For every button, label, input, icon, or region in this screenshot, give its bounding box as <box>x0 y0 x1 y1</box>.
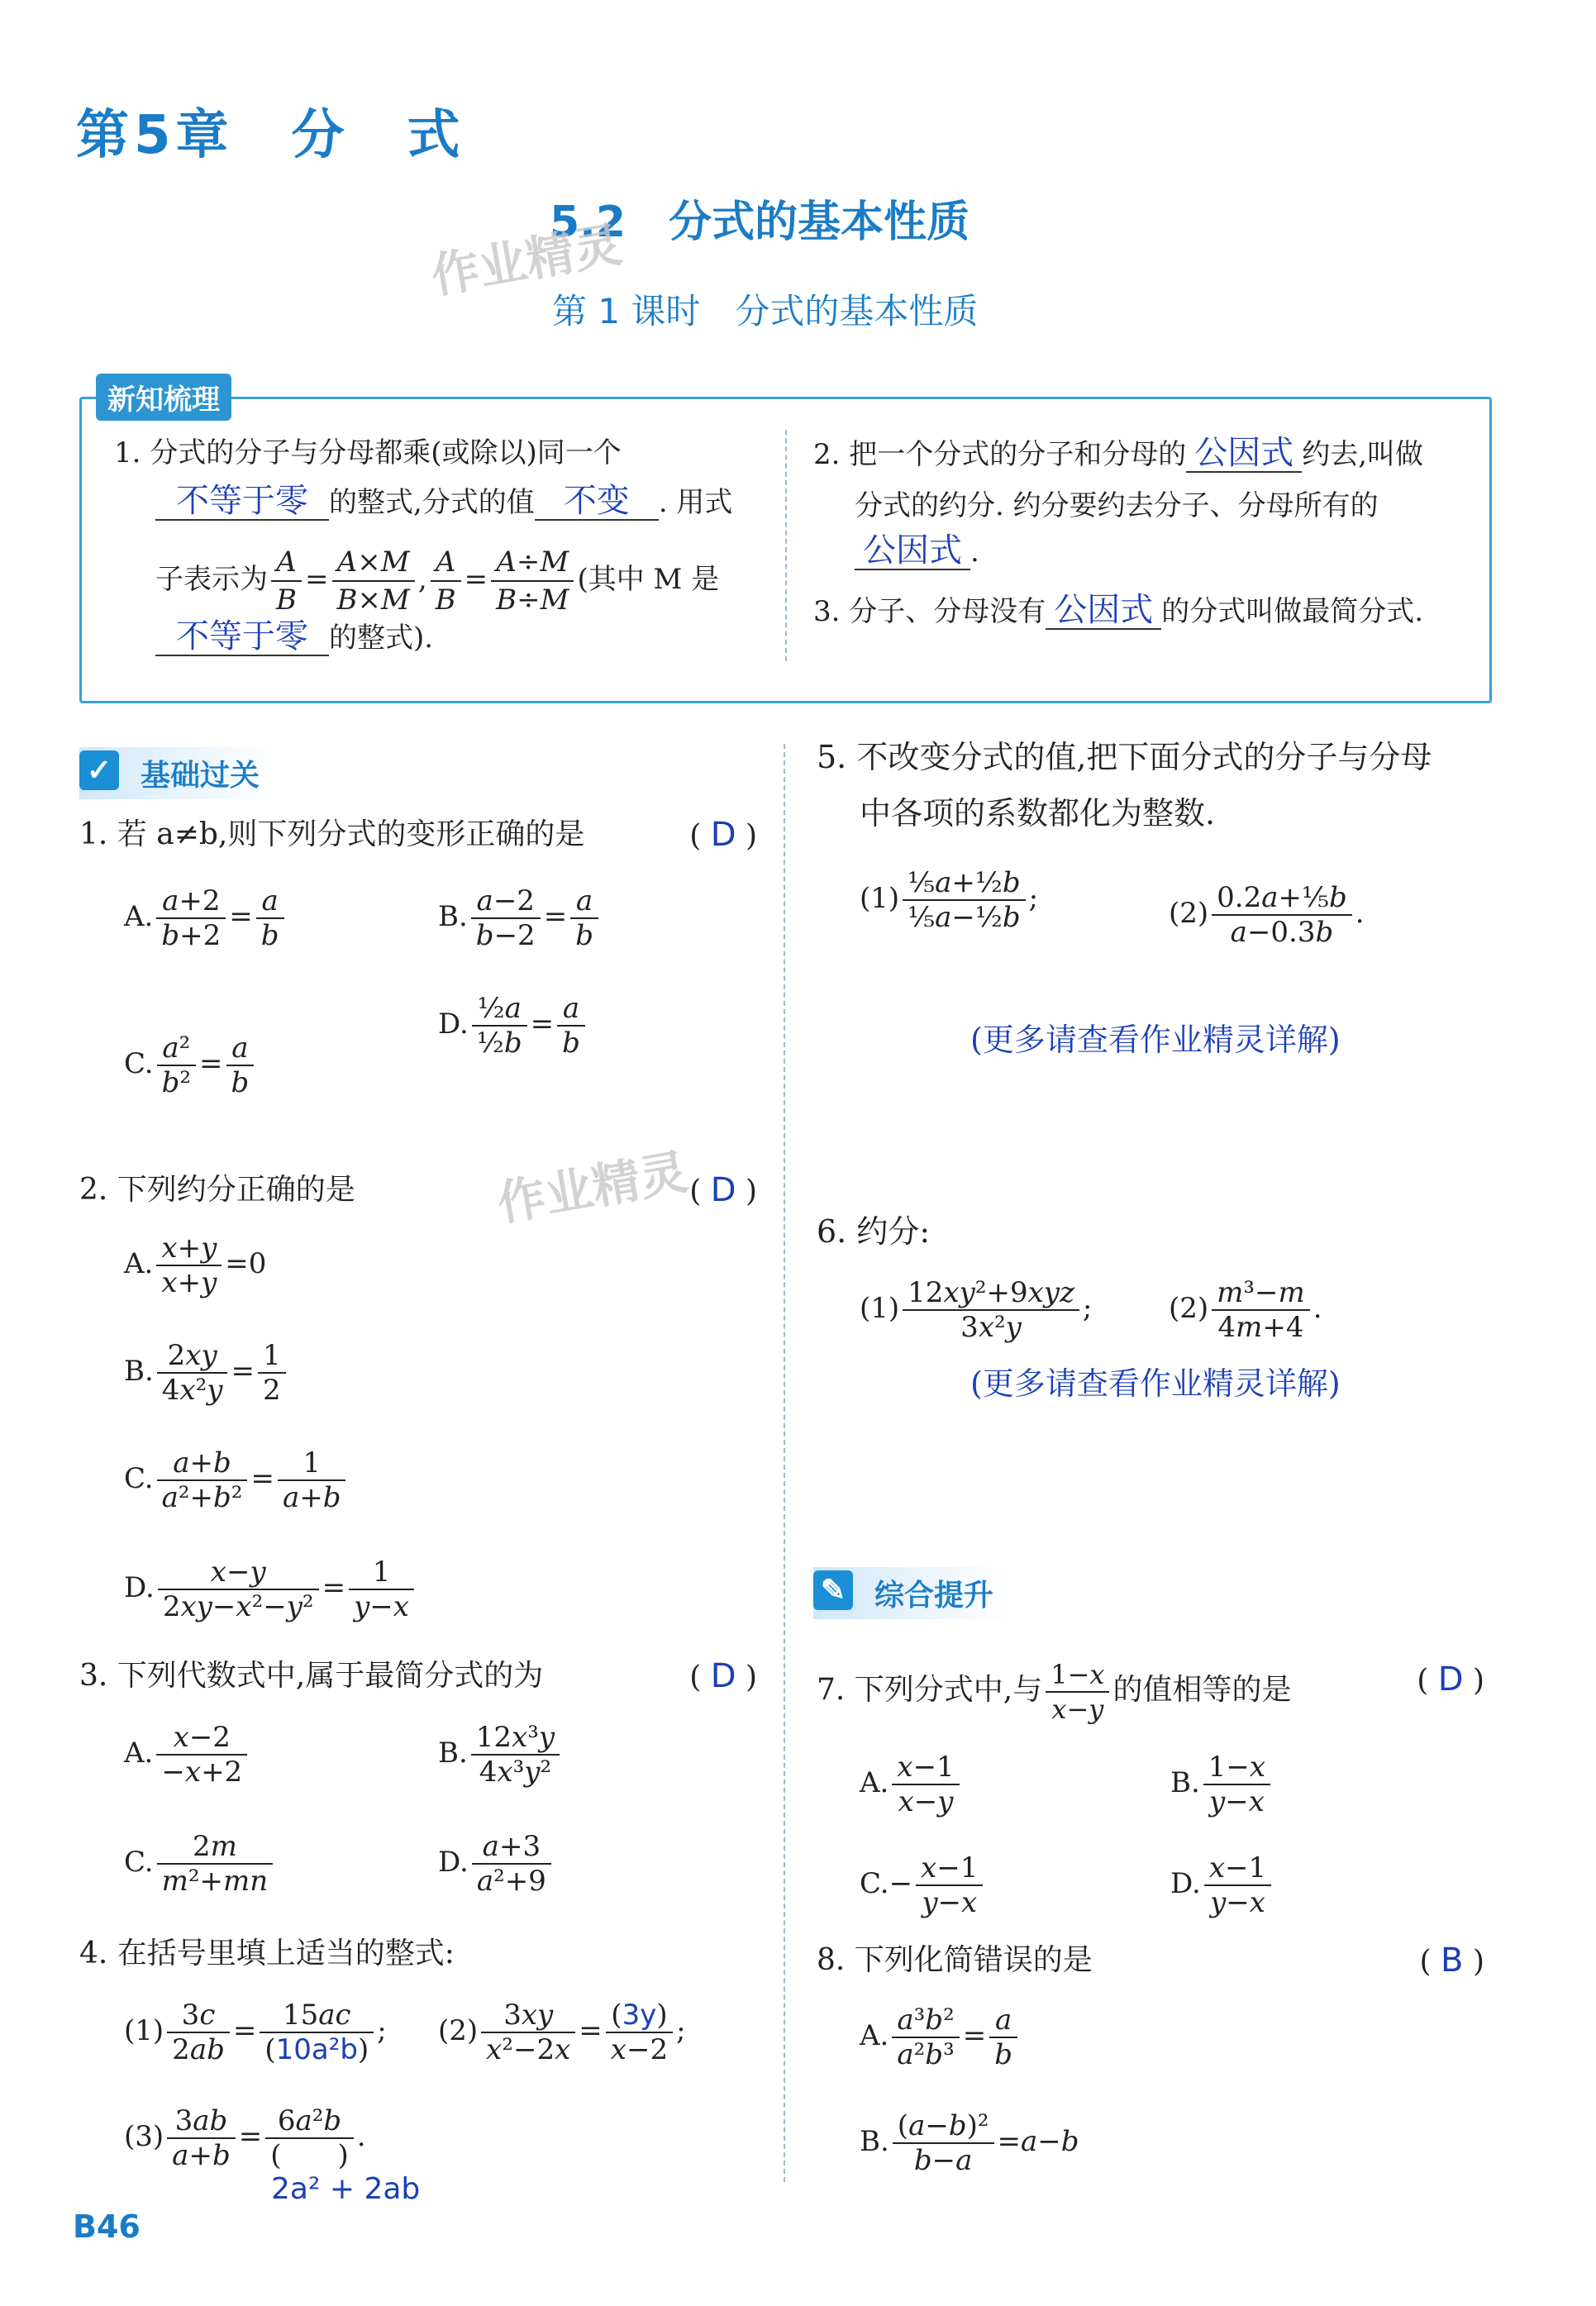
checkbox-icon: ✓ <box>79 750 119 790</box>
question-2: 2. 下列约分正确的是 ( D ) <box>79 1171 757 1209</box>
q6-part-1: (1) $\frac{\text{12xy²+9xyz}}{\text{3x²y}}$ ; <box>860 1276 1093 1344</box>
q5-part-1: (1) $\frac{\text{⅕a+½b}}{\text{⅕a−½b}}$ ; <box>860 866 1039 934</box>
q3-option-a: A. $\frac{x-2}{-x+2}$ <box>124 1721 250 1789</box>
q7-option-b: B. $\frac{1-x}{y-x}$ <box>1170 1751 1274 1818</box>
question-5-line1: 5. 不改变分式的值,把下面分式的分子与分母 <box>817 739 1432 775</box>
q2-option-b: B. $\frac{2xy}{\text{4x²y}}$ = $\frac{1}{2}$ <box>124 1339 289 1407</box>
question-5-line2: 中各项的系数都化为整数. <box>860 795 1216 831</box>
section-title: 5.2 分式的基本性质 <box>550 198 970 247</box>
chapter-title: 第5章 分 式 <box>76 105 465 166</box>
q1-option-b: B. $\frac{a-2}{b-2}$ = $\frac{a}{b}$ <box>438 884 602 952</box>
section-header-advanced: ✎ 综合提升 <box>813 1567 1010 1619</box>
box-divider <box>785 430 787 661</box>
kb-item1-line3: 子表示为 $\frac{A}{B}$ = $\frac{A\times M}{B\times M}$ , $\frac{A}{B}$ = $\frac{A\div M}{B\div M}$ (其中 M 是 <box>155 546 720 617</box>
question-3: 3. 下列代数式中,属于最简分式的为 ( D ) <box>79 1657 757 1695</box>
question-6: 6. 约分: <box>817 1213 931 1250</box>
q7-option-c: C.− $\frac{x-1}{y-x}$ <box>860 1851 986 1919</box>
question-1: 1. 若 a≠b,则下列分式的变形正确的是 ( D ) <box>79 816 757 854</box>
kb-item1-line4: 不等于零 的整式). <box>155 620 433 656</box>
q7-option-d: D. $\frac{x-1}{y-x}$ <box>1170 1851 1274 1919</box>
watermark: 作业精灵 <box>426 216 626 305</box>
q7-answer: D <box>1437 1660 1464 1699</box>
q4-answer-1: 10a²b <box>275 2033 358 2066</box>
q5-part-2: (2) $\frac{\text{0.2a+⅕b}}{a-0.3b}$ . <box>1169 881 1365 949</box>
pencil-icon: ✎ <box>813 1570 853 1610</box>
q4-part-2: (2) $\frac{3xy}{\text{x²−2x}}$ = $\frac{(3y)}{x-2}$ ; <box>438 1999 686 2066</box>
q8-answer: B <box>1441 1942 1464 1980</box>
q4-part-3: (3) $\frac{3ab}{a+b}$ = $\frac{\text{6a²b}}{( )}$ . <box>124 2104 366 2172</box>
q7-option-a: A. $\frac{x-1}{x-y}$ <box>860 1751 963 1818</box>
kb-item3: 3. 分子、分母没有 公因式 的分式叫做最简分式. <box>813 591 1424 629</box>
q6-part-2: (2) $\frac{\text{m³−m}}{4m+4}$ . <box>1169 1276 1322 1344</box>
q8-option-b: B. $\frac{\text{(a−b)²}}{b-a}$ =a−b <box>860 2109 1079 2177</box>
q4-answer-3: 2a² + 2ab <box>271 2172 421 2206</box>
q3-option-b: B. $\frac{\text{12x³y}}{\text{4x³y²}}$ <box>438 1721 563 1789</box>
kb-item1-line1: 1. 分式的分子与分母都乘(或除以)同一个 <box>114 436 622 469</box>
column-divider <box>784 744 785 2182</box>
kb-item2-line3: 公因式 . <box>855 534 979 570</box>
question-7: 7. 下列分式中,与 $\frac{1-x}{x-y}$ 的值相等的是 ( D ) <box>817 1659 1484 1725</box>
question-8: 8. 下列化简错误的是 ( B ) <box>817 1942 1484 1980</box>
section-header-basic: ✓ 基础过关 <box>79 747 276 799</box>
q3-option-d: D. $\frac{a+3}{\text{a²+9}}$ <box>438 1830 555 1898</box>
q1-option-a: A. $\frac{a+2}{b+2}$ = $\frac{a}{b}$ <box>124 884 288 952</box>
question-4: 4. 在括号里填上适当的整式: <box>79 1937 455 1970</box>
q2-option-a: A. $\frac{x+y}{x+y}$ =0 <box>124 1232 267 1299</box>
q1-option-c: C. $\frac{\text{a²}}{\text{b²}}$ = $\frac{a}{b}$ <box>124 1032 257 1099</box>
kb-item2-line1: 2. 把一个分式的分子和分母的 公因式 约去,叫做 <box>813 434 1424 472</box>
q2-option-d: D. $\frac{x-y}{\text{2xy−x²−y²}}$ = $\frac{1}{y-x}$ <box>124 1556 417 1623</box>
q4-answer-2: 3y <box>622 1999 657 2032</box>
q2-option-c: C. $\frac{a+b}{\text{a²+b²}}$ = $\frac{1}{a+b}$ <box>124 1446 349 1514</box>
q4-part-1: (1) $\frac{3c}{2ab}$ = $\frac{15ac}{\text{(10a²b)}}$ ; <box>124 1999 387 2066</box>
q1-answer: D <box>710 816 736 854</box>
kb-item2-line2: 分式的约分. 约分要约去分子、分母所有的 <box>855 489 1379 522</box>
q6-more-link[interactable]: (更多请查看作业精灵详解) <box>970 1365 1341 1402</box>
q5-more-link[interactable]: (更多请查看作业精灵详解) <box>970 1022 1341 1058</box>
q1-option-d: D. $\frac{\text{½a}}{\text{½b}}$ = $\frac{a}{b}$ <box>438 992 588 1060</box>
q3-option-c: C. $\frac{2m}{\text{m²+mn}}$ <box>124 1830 276 1898</box>
q8-option-a: A. $\frac{\text{a³b²}}{\text{a²b³}}$ = $\frac{a}{b}$ <box>860 2003 1021 2071</box>
page-number: B46 <box>73 2208 141 2245</box>
knowledge-box-tag: 新知梳理 <box>96 374 231 421</box>
kb-item1-line2: 不等于零 的整式,分式的值 不变 . 用式 <box>155 484 732 521</box>
lesson-title: 第 1 课时 分式的基本性质 <box>552 291 979 331</box>
watermark: 作业精灵 <box>493 1143 693 1232</box>
q2-answer: D <box>710 1171 736 1209</box>
q3-answer: D <box>710 1657 736 1695</box>
